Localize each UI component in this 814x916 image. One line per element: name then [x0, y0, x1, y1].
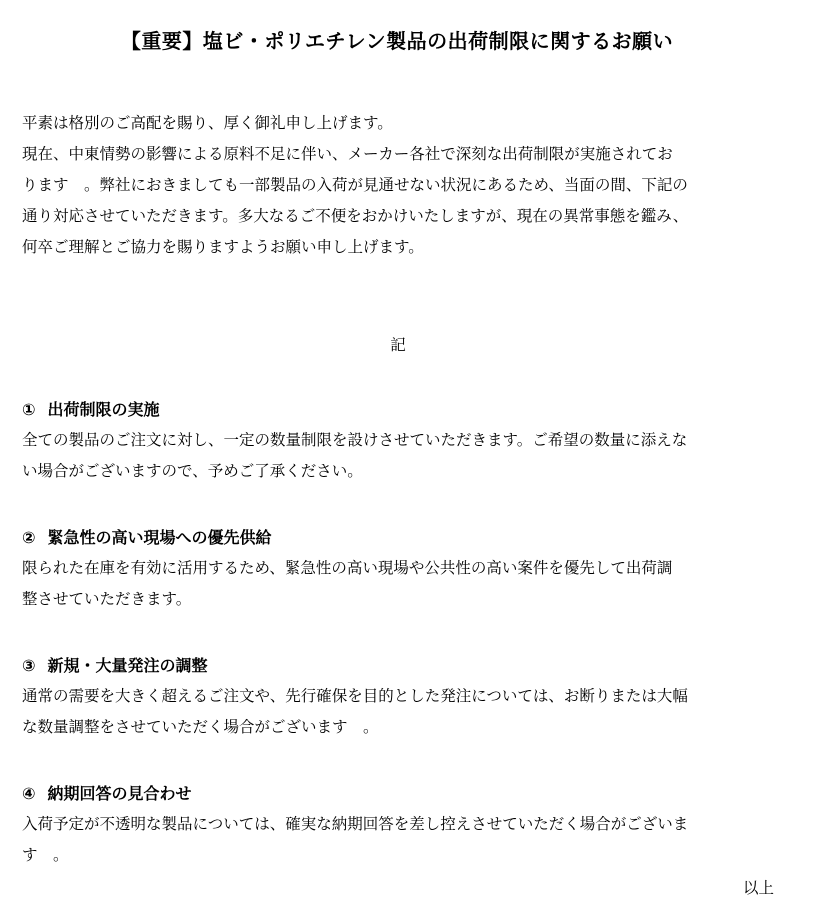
section-number: ②	[22, 528, 36, 547]
intro-line: ります 。弊社におきましても一部製品の入荷が見通せない状況にあるため、当面の間、下記の	[22, 176, 688, 194]
section-number: ④	[22, 784, 36, 803]
intro-paragraph	[22, 108, 792, 263]
section-priority-supply	[22, 522, 792, 615]
section-heading-text: 納期回答の見合わせ	[47, 784, 192, 803]
section-shipping-limit	[22, 394, 792, 487]
section-heading-text: 緊急性の高い現場への優先供給	[47, 528, 272, 547]
section-heading	[22, 650, 792, 681]
section-line: 限られた在庫を有効に活用するため、緊急性の高い現場や公共性の高い案件を優先して出荷調	[22, 559, 673, 577]
section-line: な数量調整をさせていただく場合がございます 。	[22, 718, 379, 736]
section-delivery-date	[22, 778, 792, 871]
section-line: す 。	[22, 846, 69, 864]
intro-line: 平素は格別のご高配を賜り、厚く御礼申し上げます。	[22, 114, 393, 132]
section-line: 通常の需要を大きく超えるご注文や、先行確保を目的とした発注については、お断りまたは大幅	[22, 687, 688, 705]
section-line: い場合がございますので、予めご了承ください。	[22, 462, 363, 480]
ki-heading: 記	[390, 336, 406, 354]
closing-text: 以上	[742, 879, 774, 897]
section-heading	[22, 394, 792, 425]
intro-line: 何卒ご理解とご協力を賜りますようお願い申し上げます。	[22, 238, 424, 256]
section-line: 整させていただきます。	[22, 590, 192, 608]
section-line: 入荷予定が不透明な製品については、確実な納期回答を差し控えさせていただく場合がございま	[22, 815, 689, 833]
section-line: 全ての製品のご注文に対し、一定の数量制限を設けさせていただきます。ご希望の数量に添えな	[22, 431, 688, 449]
intro-line: 現在、中東情勢の影響による原料不足に伴い、メーカー各社で深刻な出荷制限が実施されてお	[22, 145, 673, 163]
section-heading-text: 新規・大量発注の調整	[47, 656, 208, 675]
section-heading-text: 出荷制限の実施	[47, 400, 160, 419]
intro-line: 通り対応させていただきます。多大なるご不便をおかけいたしますが、現在の異常事態を鑑み、	[22, 207, 689, 225]
section-large-order-adjustment	[22, 650, 792, 743]
section-heading	[22, 522, 792, 553]
section-number: ①	[22, 400, 36, 419]
section-number: ③	[22, 656, 36, 675]
section-heading	[22, 778, 792, 809]
document-title: 【重要】塩ビ・ポリエチレン製品の出荷制限に関するお願い	[120, 29, 674, 53]
